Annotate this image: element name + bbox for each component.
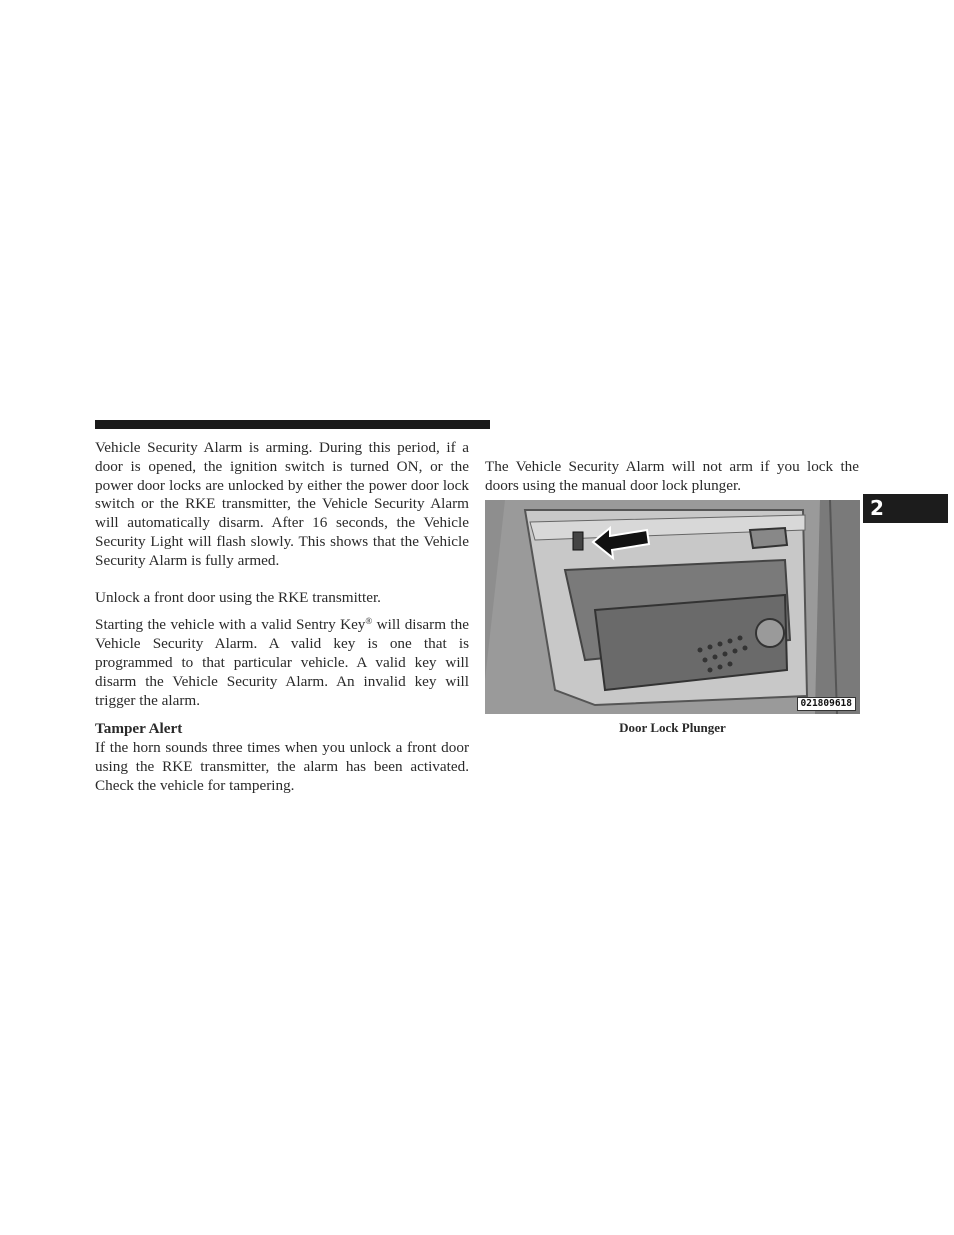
paragraph-arming: Vehicle Security Alarm is arming. During this period, if a door is opened, the ignition switch is turned ON, or the power door locks are unlocked by either the power door lock switch or the RKE transmitter, the Vehicle Security Alarm will automatically disarm. After 16 seconds, the Vehicle Security Light will flash slowly. This shows that the Vehicle Security Alarm is fully armed. (95, 439, 469, 569)
paragraph-tamper: If the horn sounds three times when you unlock a front door using the RKE transmitter, the alarm has been activated. Check the vehicle for tampering. (95, 739, 469, 794)
paragraph-unlock: Unlock a front door using the RKE transmitter. (95, 588, 381, 606)
door-illustration (485, 500, 860, 714)
paragraph-manual-lock: The Vehicle Security Alarm will not arm if you lock the doors using the manual door lock plunger. (485, 458, 859, 494)
section-rule (95, 420, 490, 429)
left-column (95, 439, 469, 796)
figure-code: 021809618 (797, 697, 856, 711)
door-lock-plunger-figure (485, 500, 860, 714)
registered-mark: ® (365, 616, 373, 627)
tamper-alert-heading: Tamper Alert (95, 720, 183, 738)
right-column (485, 458, 859, 496)
paragraph-sentry-key: Starting the vehicle with a valid Sentry Key® will disarm the Vehicle Security Alarm. A valid key is one that is programmed to that particular vehicle. A valid key will disarm the Vehicle Security Alarm. An invalid key will trigger the alarm. (95, 616, 469, 709)
section-tab: 2 (863, 494, 948, 523)
figure-caption: Door Lock Plunger (619, 720, 726, 735)
